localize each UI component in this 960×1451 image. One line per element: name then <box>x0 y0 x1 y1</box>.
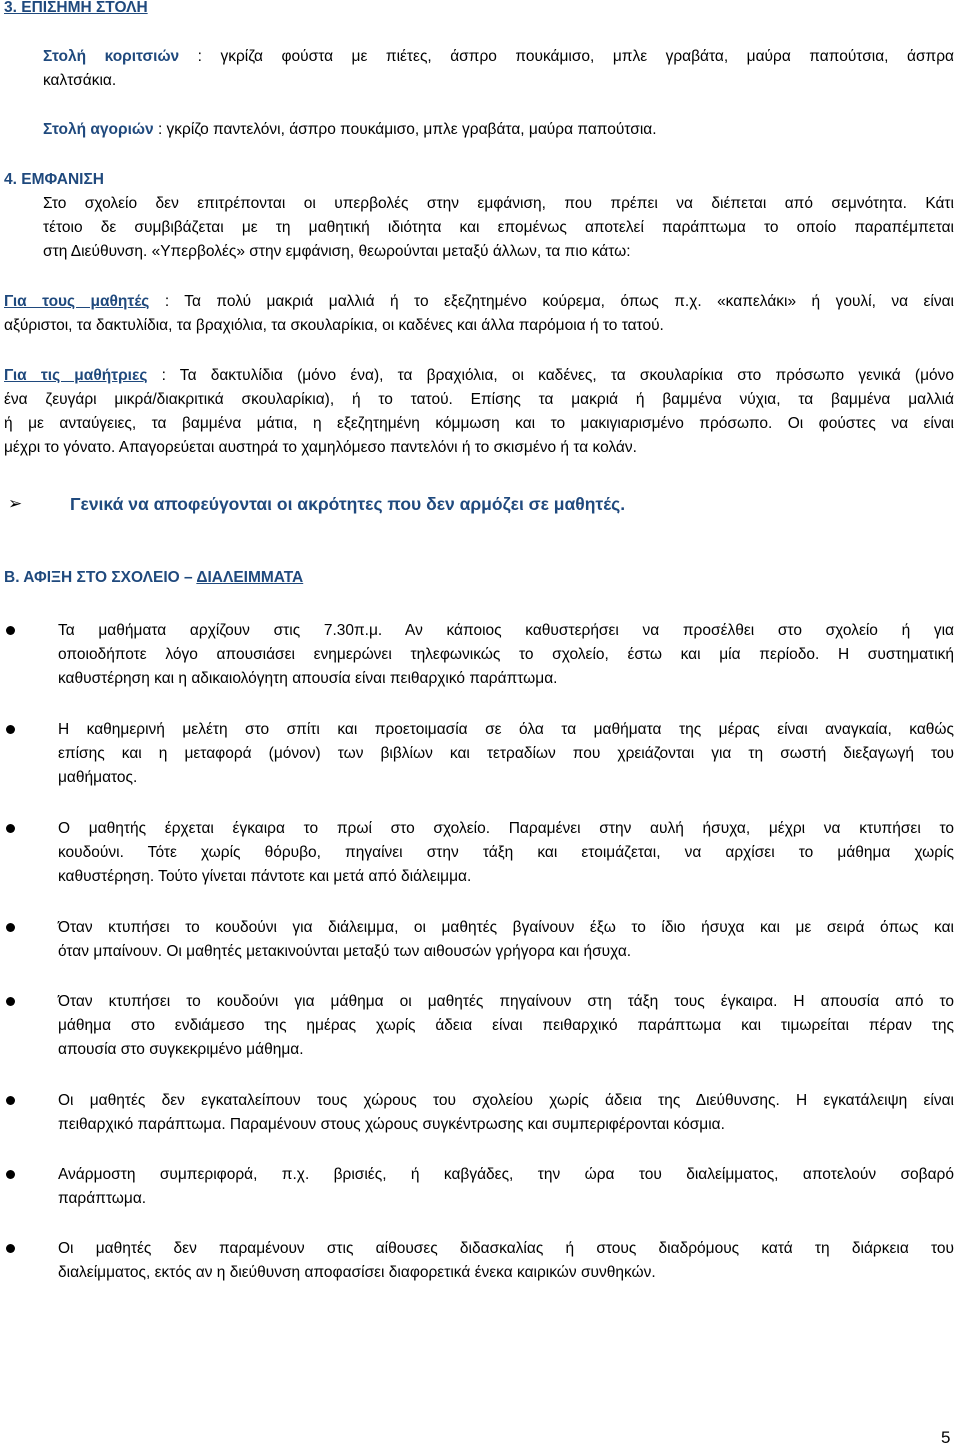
bullet-dot-icon <box>6 824 15 833</box>
bullet-6-line-2: πειθαρχικό παράπτωμα. Παραμένουν στους χώρους συγκέντρωσης και συμπεριφέρονται κόσμια. <box>58 1116 725 1133</box>
bullet-3-line-1: Ο μαθητής έρχεται έγκαιρα το πρωί στο σχολείο. Παραμένει στην αυλή ήσυχα, μέχρι να κτυπήσει το <box>58 820 954 837</box>
bullet-8-line-2: διαλείμματος, εκτός αν η διεύθυνση αποφασίσει διαφορετικά ένεκα καιρικών συνθηκών. <box>58 1264 656 1281</box>
bullet-dot-icon <box>6 626 15 635</box>
bullet-dot-icon <box>6 997 15 1006</box>
female-rule-line-3: ή με ανταύγειες, τα βαμμένα μάτια, η εξεζητημένη κόμμωση και το μακιγιαρισμένο πρόσωπο. Οι φούστες να είναι <box>4 415 954 432</box>
bullet-1-line-2: οποιοδήποτε λόγο απουσιάσει ενημερώνει τηλεφωνικώς το σχολείο, έστω και μία περίοδο. Η συστηματική <box>58 646 954 663</box>
female-text-1: : Τα δακτυλίδια (μόνο ένα), τα βραχιόλια, οι καδένες, τα σκουλαρίκια στο πρόσωπο γενικά (μόνο <box>161 367 954 384</box>
bullet-2-line-1: Η καθημερινή μελέτη στο σπίτι και προετοιμασία σε όλα τα μαθήματα της μέρας είναι αναγκαία, καθώς <box>58 721 954 738</box>
bullet-5-line-3: απουσία στο συγκεκριμένο μάθημα. <box>58 1041 304 1058</box>
female-rule-line-2: ένα ζευγάρι μικρά/διακριτικά σκουλαρίκια), ή το τατού. Επίσης τα μακριά ή βαμμένα νύχια, τα βαμμένα μαλλιά <box>4 391 954 408</box>
girls-uniform-line-1 <box>43 47 954 67</box>
boys-uniform-text: : γκρίζο παντελόνι, άσπρο πουκάμισο, μπλε γραβάτα, μαύρα παπούτσια. <box>157 121 657 138</box>
students-rule-line-1 <box>4 292 954 312</box>
bullet-dot-icon <box>6 725 15 734</box>
bullet-6-line-1: Οι μαθητές δεν εγκαταλείπουν τους χώρους του σχολείου χωρίς άδεια της Διεύθυνσης. Η εγκατάλειψη είναι <box>58 1092 954 1109</box>
bullet-1-line-1: Τα μαθήματα αρχίζουν στις 7.30π.μ. Αν κάποιος καθυστερήσει να προσέλθει στο σχολείο ή για <box>58 622 954 639</box>
bullet-dot-icon <box>6 1170 15 1179</box>
bullet-2-line-3: μαθήματος. <box>58 769 138 786</box>
female-rule-line-1 <box>4 366 954 386</box>
female-rule-line-4: μέχρι το γόνατο. Απαγορεύεται αυστηρά το χαμηλόμεσο παντελόνι ή το σκισμένο ή τα κολάν. <box>4 439 637 456</box>
appearance-p1-line-3: στη Διεύθυνση. «Υπερβολές» στην εμφάνιση, θεωρούνται μεταξύ άλλων, τα πιο κάτω: <box>43 243 631 260</box>
students-label: Για τους μαθητές <box>4 293 150 310</box>
boys-uniform-label: Στολή αγοριών <box>43 121 154 138</box>
section-b-heading-prefix: Β. ΑΦΙΞΗ ΣΤΟ ΣΧΟΛΕΙΟ – <box>4 569 197 586</box>
boys-uniform-line <box>43 120 657 140</box>
page-number: 5 <box>941 1428 951 1447</box>
students-text-1: : Τα πολύ μακριά μαλλιά ή το εξεζητημένο κούρεμα, όπως π.χ. «καπελάκι» ή γουλί, να είναι <box>164 293 954 310</box>
section-b-heading-underlined: ΔΙΑΛΕΙΜΜΑΤΑ <box>196 569 304 586</box>
bullet-dot-icon <box>6 1096 15 1105</box>
general-note: Γενικά να αποφεύγονται οι ακρότητες που δεν αρμόζει σε μαθητές. <box>70 494 626 514</box>
bullet-5-line-1: Όταν κτυπήσει το κουδούνι για μάθημα οι μαθητές πηγαίνουν στη τάξη τους έγκαιρα. Η απουσία από το <box>58 993 954 1010</box>
section-4-heading: 4. ΕΜΦΑΝΙΣΗ <box>4 171 104 188</box>
girls-uniform-text-1: : γκρίζα φούστα με πιέτες, άσπρο πουκάμισο, μπλε γραβάτα, μαύρα παπούτσια, άσπρα <box>197 48 954 65</box>
bullet-5-line-2: μάθημα στο ενδιάμεσο της ημέρας χωρίς άδεια είναι πειθαρχικό παράπτωμα και τιμωρείται πέραν της <box>58 1017 954 1034</box>
bullet-4-line-2: όταν μπαίνουν. Οι μαθητές μετακινούνται μεταξύ των αιθουσών γρήγορα και ήσυχα. <box>58 943 632 960</box>
girls-uniform-label: Στολή κοριτσιών <box>43 48 180 65</box>
bullet-1-line-3: καθυστέρηση και η αδικαιολόγητη απουσία είναι πειθαρχικό παράπτωμα. <box>58 670 558 687</box>
appearance-p1-line-1: Στο σχολείο δεν επιτρέπονται οι υπερβολές στην εμφάνιση, που πρέπει να διέπεται από σεμνότητα. Κάτι <box>43 195 954 212</box>
bullet-8-line-1: Οι μαθητές δεν παραμένουν στις αίθουσες διδασκαλίας ή στους διαδρόμους κατά τη διάρκεια του <box>58 1240 954 1257</box>
section-b-heading <box>4 568 303 588</box>
female-students-label: Για τις μαθήτριες <box>4 367 148 384</box>
bullet-dot-icon <box>6 1244 15 1253</box>
bullet-3-line-2: κουδούνι. Τότε χωρίς θόρυβο, πηγαίνει στην τάξη και ετοιμάζεται, να αρχίσει το μάθημα χωρίς <box>58 844 954 861</box>
bullet-2-line-2: επίσης και η μεταφορά (μόνον) των βιβλίων και τετραδίων που χρειάζονται για τη σωστή διεξαγωγή του <box>58 745 954 762</box>
bullet-4-line-1: Όταν κτυπήσει το κουδούνι για διάλειμμα, οι μαθητές βγαίνουν έξω το ίδιο ήσυχα και με σειρά όπως και <box>58 919 954 936</box>
bullet-dot-icon <box>6 923 15 932</box>
bullet-7-line-1: Ανάρμοστη συμπεριφορά, π.χ. βρισιές, ή καβγάδες, την ώρα του διαλείμματος, αποτελούν σοβαρό <box>58 1166 954 1183</box>
bullet-3-line-3: καθυστέρηση. Τούτο γίνεται πάντοτε και μετά από διάλειμμα. <box>58 868 472 885</box>
arrow-bullet-icon: ➢ <box>8 494 23 513</box>
girls-uniform-text-2: καλτσάκια. <box>43 72 117 89</box>
appearance-p1-line-2: τέτοιο δε συμβιβάζεται με τη μαθητική ιδιότητα και επομένως αποτελεί παράπτωμα το οποίο παραπέμπεται <box>43 219 954 236</box>
section-3-heading: 3. ΕΠΙΣΗΜΗ ΣΤΟΛΗ <box>4 0 148 16</box>
bullet-7-line-2: παράπτωμα. <box>58 1190 147 1207</box>
students-text-2: αξύριστοι, τα δακτυλίδια, τα βραχιόλια, τα σκουλαρίκια, οι καδένες και άλλα παρόμοια ή το τατού. <box>4 317 664 334</box>
